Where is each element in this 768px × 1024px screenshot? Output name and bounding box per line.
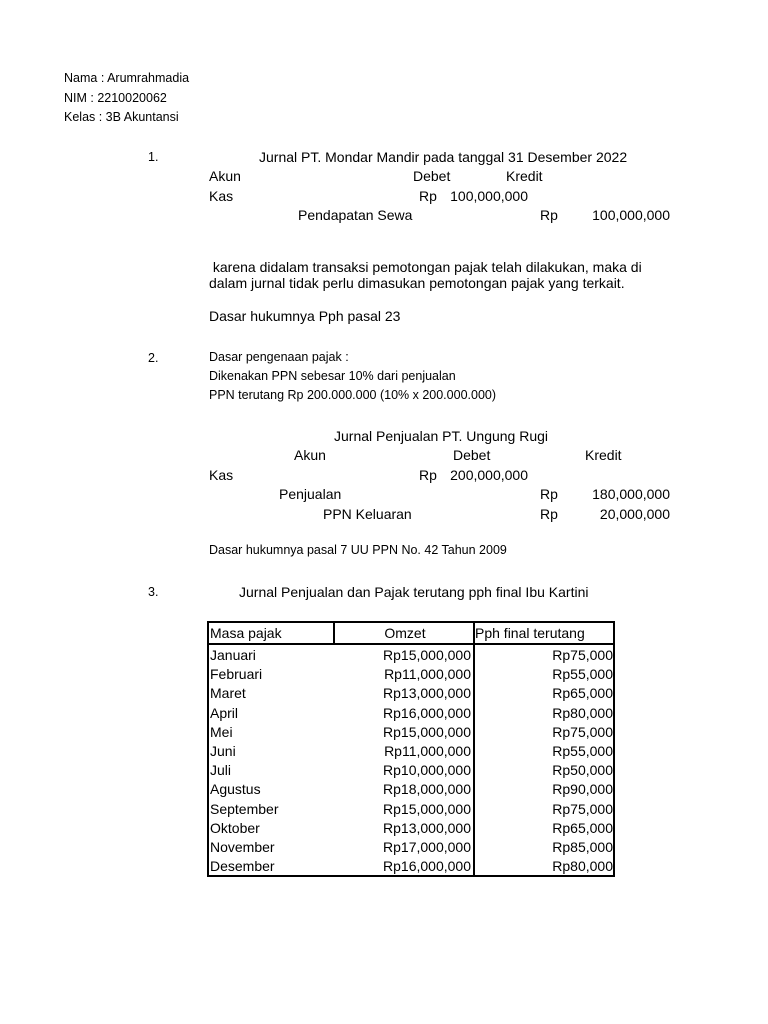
- cell-pph-final: Rp65,000: [552, 819, 613, 836]
- q2-row2-amount: 180,000,000: [592, 486, 670, 502]
- q2-number: 2.: [148, 351, 159, 365]
- cell-masa-pajak: Juli: [210, 762, 232, 779]
- cell-omzet: Rp13,000,000: [383, 685, 471, 702]
- q1-legal-basis: Dasar hukumnya Pph pasal 23: [209, 308, 401, 324]
- q2-row1-amount: 200,000,000: [450, 467, 528, 483]
- q2-line1: Dasar pengenaan pajak :: [209, 350, 349, 364]
- cell-omzet: Rp11,000,000: [384, 743, 471, 759]
- q1-row2-account: Pendapatan Sewa: [298, 207, 413, 223]
- student-class: Kelas : 3B Akuntansi: [64, 110, 179, 124]
- cell-masa-pajak: April: [210, 704, 239, 721]
- cell-pph-final: Rp50,000: [552, 762, 613, 779]
- cell-omzet: Rp16,000,000: [383, 704, 471, 721]
- q1-col-debet: Debet: [413, 168, 451, 184]
- cell-pph-final: Rp80,000: [552, 704, 613, 721]
- header-divider-1: [333, 623, 335, 645]
- cell-omzet: Rp10,000,000: [383, 762, 471, 779]
- q1-title: Jurnal PT. Mondar Mandir pada tanggal 31 Desember 2022: [259, 149, 628, 165]
- q1-col-kredit: Kredit: [506, 168, 543, 184]
- cell-pph-final: Rp75,000: [552, 647, 613, 663]
- cell-pph-final: Rp75,000: [552, 723, 613, 740]
- cell-masa-pajak: Februari: [210, 666, 263, 683]
- q2-legal-basis: Dasar hukumnya pasal 7 UU PPN No. 42 Tahun 2009: [209, 543, 507, 557]
- q2-row2-account: Penjualan: [279, 486, 342, 502]
- q2-line2: Dikenakan PPN sebesar 10% dari penjualan: [209, 369, 456, 383]
- cell-masa-pajak: November: [210, 839, 275, 855]
- q2-row1-currency: Rp: [419, 467, 437, 483]
- q1-row1-currency: Rp: [419, 188, 437, 204]
- cell-masa-pajak: Mei: [210, 723, 233, 740]
- header-masa-pajak: Masa pajak: [210, 625, 282, 641]
- header-omzet: Omzet: [384, 625, 426, 641]
- q2-row1-account: Kas: [209, 467, 234, 483]
- cell-pph-final: Rp75,000: [552, 800, 613, 817]
- q2-title: Jurnal Penjualan PT. Ungung Rugi: [334, 428, 549, 444]
- cell-masa-pajak: Desember: [210, 858, 275, 875]
- cell-omzet: Rp16,000,000: [383, 858, 471, 875]
- q3-title: Jurnal Penjualan dan Pajak terutang pph final Ibu Kartini: [239, 584, 589, 600]
- cell-masa-pajak: Juni: [210, 743, 236, 759]
- q1-note-line1: karena didalam transaksi pemotongan pajak telah dilakukan, maka di: [209, 259, 642, 275]
- q2-col-kredit: Kredit: [585, 447, 622, 463]
- q2-row3-amount: 20,000,000: [599, 506, 670, 522]
- cell-omzet: Rp11,000,000: [384, 666, 471, 683]
- cell-pph-final: Rp65,000: [552, 685, 613, 702]
- cell-pph-final: Rp55,000: [552, 743, 613, 759]
- student-name: Nama : Arumrahmadia: [64, 71, 190, 85]
- q1-row1-amount: 100,000,000: [450, 188, 528, 204]
- q2-line3: PPN terutang Rp 200.000.000 (10% x 200.000.000): [209, 388, 497, 402]
- cell-pph-final: Rp90,000: [552, 781, 613, 798]
- cell-masa-pajak: Januari: [210, 647, 256, 663]
- q2-row3-currency: Rp: [540, 506, 558, 522]
- table-header-row: [209, 623, 613, 645]
- cell-pph-final: Rp80,000: [552, 858, 613, 875]
- cell-omzet: Rp15,000,000: [383, 723, 471, 740]
- student-nim: NIM : 2210020062: [64, 91, 167, 105]
- header-pph-final: Pph final terutang: [475, 625, 585, 641]
- q1-row1-account: Kas: [209, 188, 234, 204]
- q2-row3-account: PPN Keluaran: [323, 506, 412, 522]
- q1-col-akun: Akun: [209, 168, 241, 184]
- cell-omzet: Rp18,000,000: [383, 781, 471, 798]
- cell-masa-pajak: Maret: [210, 685, 246, 702]
- q2-col-akun: Akun: [294, 447, 326, 463]
- q1-row2-amount: 100,000,000: [592, 207, 670, 223]
- q1-note-line2: dalam jurnal tidak perlu dimasukan pemotongan pajak yang terkait.: [209, 275, 625, 292]
- pph-final-table: [207, 621, 615, 877]
- cell-pph-final: Rp85,000: [552, 839, 613, 855]
- cell-masa-pajak: Oktober: [210, 819, 260, 836]
- cell-omzet: Rp17,000,000: [383, 839, 471, 855]
- q3-number: 3.: [148, 585, 159, 599]
- cell-omzet: Rp15,000,000: [383, 800, 471, 817]
- q2-col-debet: Debet: [453, 447, 491, 463]
- q2-row2-currency: Rp: [540, 486, 558, 502]
- q1-number: 1.: [148, 150, 159, 164]
- cell-pph-final: Rp55,000: [552, 666, 613, 683]
- cell-masa-pajak: September: [210, 800, 279, 817]
- cell-masa-pajak: Agustus: [210, 781, 261, 798]
- cell-omzet: Rp13,000,000: [383, 819, 471, 836]
- q1-note: [209, 259, 642, 291]
- cell-omzet: Rp15,000,000: [383, 647, 471, 663]
- q1-row2-currency: Rp: [540, 207, 558, 223]
